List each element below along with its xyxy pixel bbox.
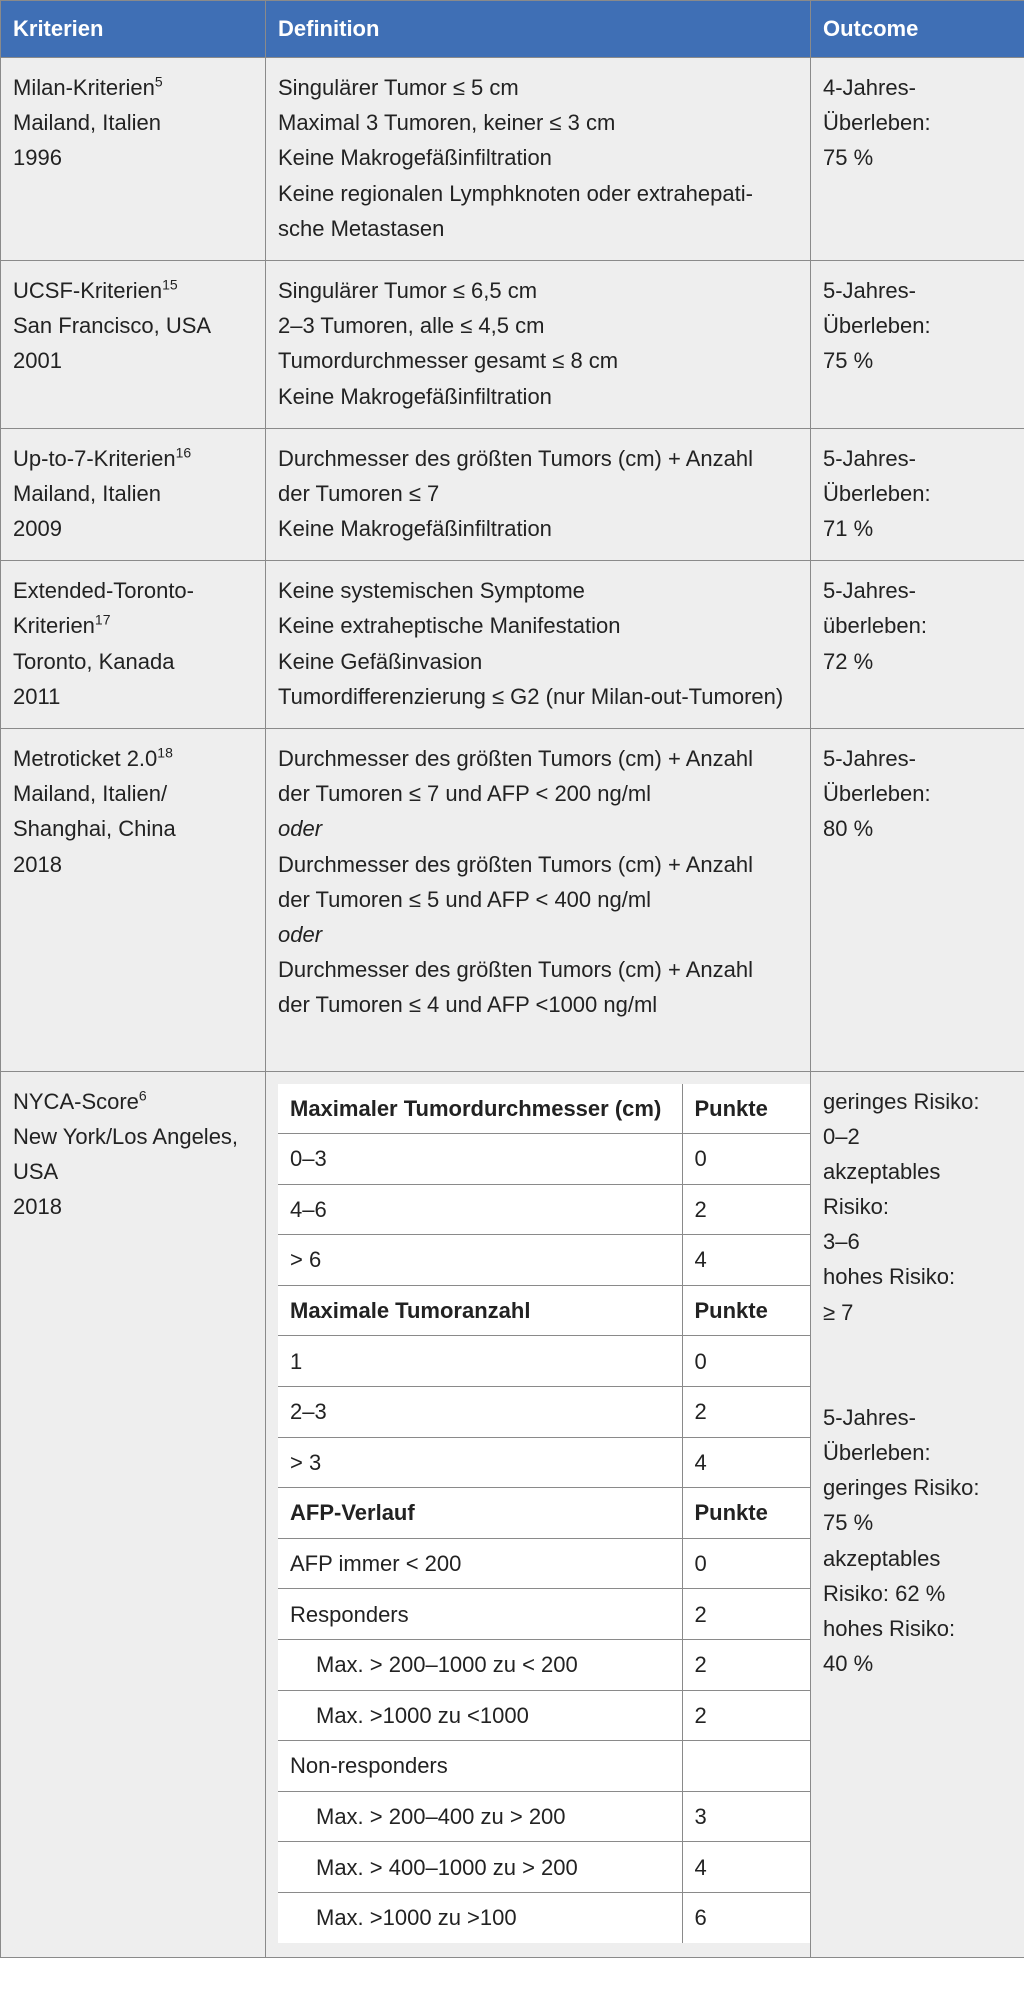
header-definition: Definition	[266, 1, 811, 58]
definition-line: Durchmesser des größten Tumors (cm) + Anzahl	[278, 851, 753, 877]
score-label: > 3	[278, 1437, 682, 1488]
criteria-cell	[1, 1071, 266, 1957]
criteria-name: NYCA-Score	[13, 1088, 139, 1114]
outcome-line: 75 %	[823, 145, 874, 171]
definition-cell	[266, 729, 811, 1072]
outcome-line: hohes Risiko:	[823, 1615, 956, 1641]
score-label: 2–3	[278, 1387, 682, 1438]
definition-line: Singulärer Tumor ≤ 5 cm	[278, 75, 519, 100]
outcome-line: 80 %	[823, 816, 874, 842]
definition-line: 2–3 Tumoren, alle ≤ 4,5 cm	[278, 313, 545, 339]
definition-line: Maximal 3 Tumoren, keiner ≤ 3 cm	[278, 110, 616, 136]
criteria-cell	[1, 260, 266, 428]
criteria-cell	[1, 561, 266, 729]
outcome-cell	[811, 260, 1024, 428]
outcome-spacer	[823, 1330, 1012, 1400]
score-label: Responders	[278, 1589, 682, 1640]
reference-sup: 16	[175, 444, 192, 461]
criteria-name: Up-to-7-Kriterien	[13, 445, 176, 471]
outcome-line: 40 %	[823, 1651, 874, 1677]
definition-line: oder	[278, 921, 323, 947]
definition-line: Keine Makrogefäßinfiltration	[278, 383, 552, 409]
score-points: 6	[682, 1893, 823, 1943]
nyca-score-cell	[266, 1071, 811, 1957]
outcome-line: 5-Jahres-	[823, 578, 916, 604]
definition-line: sche Metastasen	[278, 215, 445, 241]
score-label: Max. >1000 zu >100	[278, 1893, 682, 1943]
outcome-line: geringes Risiko:	[823, 1088, 980, 1114]
outcome-line: ≥ 7	[823, 1299, 854, 1325]
score-row	[278, 1336, 823, 1387]
score-label: Maximale Tumoranzahl	[278, 1285, 682, 1336]
definition-line: Keine systemischen Symptome	[278, 578, 585, 604]
criteria-place: USA	[13, 1158, 59, 1184]
criteria-year: 1996	[13, 145, 62, 171]
definition-cell	[266, 58, 811, 261]
score-points: 0	[682, 1134, 823, 1185]
criteria-place: Toronto, Kanada	[13, 648, 175, 674]
criteria-place: Mailand, Italien	[13, 480, 161, 506]
outcome-cell	[811, 561, 1024, 729]
score-points: Punkte	[682, 1285, 823, 1336]
criteria-place: San Francisco, USA	[13, 313, 212, 339]
outcome-line: 5-Jahres-	[823, 746, 916, 771]
outcome-line: Risiko:	[823, 1194, 890, 1220]
header-kriterien: Kriterien	[1, 1, 266, 58]
criteria-name: Kriterien	[13, 613, 95, 639]
score-row	[278, 1235, 823, 1286]
definition-line: Keine extraheptische Manifestation	[278, 613, 621, 639]
outcome-line: 5-Jahres-	[823, 277, 916, 303]
definition-line: Durchmesser des größten Tumors (cm) + Anzahl	[278, 746, 753, 771]
definition-line: Keine Gefäßinvasion	[278, 648, 483, 674]
definition-line: der Tumoren ≤ 7	[278, 480, 440, 506]
score-points: 2	[682, 1690, 823, 1741]
table-row	[1, 260, 1024, 428]
outcome-line: Überleben:	[823, 480, 931, 506]
criteria-year: 2001	[13, 348, 62, 374]
score-row	[278, 1134, 823, 1185]
reference-sup: 15	[162, 276, 178, 293]
outcome-line: 5-Jahres-	[823, 1404, 916, 1430]
definition-line: Durchmesser des größten Tumors (cm) + Anzahl	[278, 957, 753, 983]
criteria-name: Extended-Toronto-	[13, 578, 194, 604]
definition-line: Tumordurchmesser gesamt ≤ 8 cm	[278, 348, 619, 374]
criteria-cell	[1, 428, 266, 561]
outcome-line: Überleben:	[823, 110, 931, 136]
outcome-line: 5-Jahres-	[823, 445, 916, 471]
score-label: Max. > 400–1000 zu > 200	[278, 1842, 682, 1893]
score-points: 2	[682, 1589, 823, 1640]
definition-line: Keine Makrogefäßinfiltration	[278, 516, 552, 542]
score-points: 2	[682, 1184, 823, 1235]
score-label: 4–6	[278, 1184, 682, 1235]
outcome-line: 72 %	[823, 648, 874, 674]
criteria-year: 2009	[13, 516, 62, 542]
score-points: 4	[682, 1235, 823, 1286]
table-header-row	[1, 1, 1024, 58]
reference-sup: 6	[138, 1087, 147, 1104]
outcome-line: geringes Risiko:	[823, 1475, 980, 1501]
definition-line: Tumordifferenzierung ≤ G2 (nur Milan-out-Tumoren)	[278, 683, 784, 709]
outcome-line: 3–6	[823, 1229, 860, 1255]
score-label: 1	[278, 1336, 682, 1387]
outcome-line: Überleben:	[823, 313, 931, 339]
table-row	[1, 1071, 1024, 1957]
score-label: Max. > 200–400 zu > 200	[278, 1791, 682, 1842]
score-row	[278, 1893, 823, 1943]
score-row	[278, 1640, 823, 1691]
outcome-line: 71 %	[823, 516, 874, 542]
score-points: 3	[682, 1791, 823, 1842]
outcome-line: 75 %	[823, 1510, 874, 1536]
definition-line: Keine regionalen Lymphknoten oder extrahepati-	[278, 180, 753, 206]
header-outcome: Outcome	[811, 1, 1024, 58]
criteria-place: Shanghai, China	[13, 816, 176, 842]
score-row	[278, 1387, 823, 1438]
outcome-line: akzeptables	[823, 1158, 941, 1184]
table-row	[1, 729, 1024, 1072]
score-row	[278, 1741, 823, 1792]
nyca-score-table	[278, 1084, 823, 1943]
criteria-place: Mailand, Italien/	[13, 781, 168, 807]
score-label: Non-responders	[278, 1741, 682, 1792]
outcome-line: 0–2	[823, 1123, 860, 1149]
outcome-cell	[811, 428, 1024, 561]
definition-cell	[266, 428, 811, 561]
outcome-line: 75 %	[823, 348, 874, 374]
definition-cell	[266, 561, 811, 729]
definition-line: der Tumoren ≤ 5 und AFP < 400 ng/ml	[278, 886, 652, 912]
table-row	[1, 58, 1024, 261]
reference-sup: 5	[154, 73, 163, 90]
outcome-cell	[811, 1071, 1024, 1957]
criteria-year: 2018	[13, 1194, 62, 1220]
score-points: 4	[682, 1437, 823, 1488]
definition-line: Durchmesser des größten Tumors (cm) + Anzahl	[278, 445, 753, 471]
outcome-line: akzeptables	[823, 1545, 941, 1571]
outcome-cell	[811, 729, 1024, 1072]
score-row	[278, 1184, 823, 1235]
outcome-cell	[811, 58, 1024, 261]
definition-line: der Tumoren ≤ 7 und AFP < 200 ng/ml	[278, 781, 652, 807]
criteria-name: Milan-Kriterien	[13, 75, 155, 100]
table-row	[1, 561, 1024, 729]
score-label: Max. > 200–1000 zu < 200	[278, 1640, 682, 1691]
score-row	[278, 1589, 823, 1640]
definition-cell	[266, 260, 811, 428]
criteria-name: Metroticket 2.0	[13, 746, 158, 771]
criteria-place: Mailand, Italien	[13, 110, 161, 136]
score-label: AFP-Verlauf	[278, 1488, 682, 1539]
score-section-header	[278, 1488, 823, 1539]
score-row	[278, 1690, 823, 1741]
criteria-year: 2011	[13, 683, 61, 709]
criteria-year: 2018	[13, 851, 62, 877]
score-points: 0	[682, 1336, 823, 1387]
score-points: Punkte	[682, 1084, 823, 1134]
definition-line: Singulärer Tumor ≤ 6,5 cm	[278, 277, 538, 303]
definition-line: oder	[278, 816, 323, 842]
criteria-cell	[1, 58, 266, 261]
score-label: 0–3	[278, 1134, 682, 1185]
score-points	[682, 1741, 823, 1792]
score-label: > 6	[278, 1235, 682, 1286]
table-row	[1, 428, 1024, 561]
reference-sup: 17	[94, 612, 111, 629]
outcome-line: Risiko: 62 %	[823, 1580, 946, 1606]
score-points: 4	[682, 1842, 823, 1893]
outcome-line: überleben:	[823, 613, 927, 639]
criteria-cell	[1, 729, 266, 1072]
outcome-line: hohes Risiko:	[823, 1264, 956, 1290]
score-row	[278, 1791, 823, 1842]
outcome-line: Überleben:	[823, 1440, 931, 1465]
definition-line: Keine Makrogefäßinfiltration	[278, 145, 552, 171]
score-points: 2	[682, 1387, 823, 1438]
score-points: 0	[682, 1538, 823, 1589]
score-row	[278, 1538, 823, 1589]
score-points: 2	[682, 1640, 823, 1691]
score-row	[278, 1437, 823, 1488]
score-section-header	[278, 1285, 823, 1336]
score-row	[278, 1842, 823, 1893]
criteria-place: New York/Los Angeles,	[13, 1123, 239, 1149]
criteria-name: UCSF-Kriterien	[13, 277, 163, 303]
reference-sup: 18	[157, 744, 173, 761]
outcome-line: Überleben:	[823, 781, 931, 807]
score-points: Punkte	[682, 1488, 823, 1539]
score-label: Max. >1000 zu <1000	[278, 1690, 682, 1741]
outcome-line: 4-Jahres-	[823, 75, 916, 100]
definition-line: der Tumoren ≤ 4 und AFP <1000 ng/ml	[278, 992, 658, 1018]
score-label: AFP immer < 200	[278, 1538, 682, 1589]
score-section-header	[278, 1084, 823, 1134]
score-label: Maximaler Tumordurchmesser (cm)	[278, 1084, 682, 1134]
